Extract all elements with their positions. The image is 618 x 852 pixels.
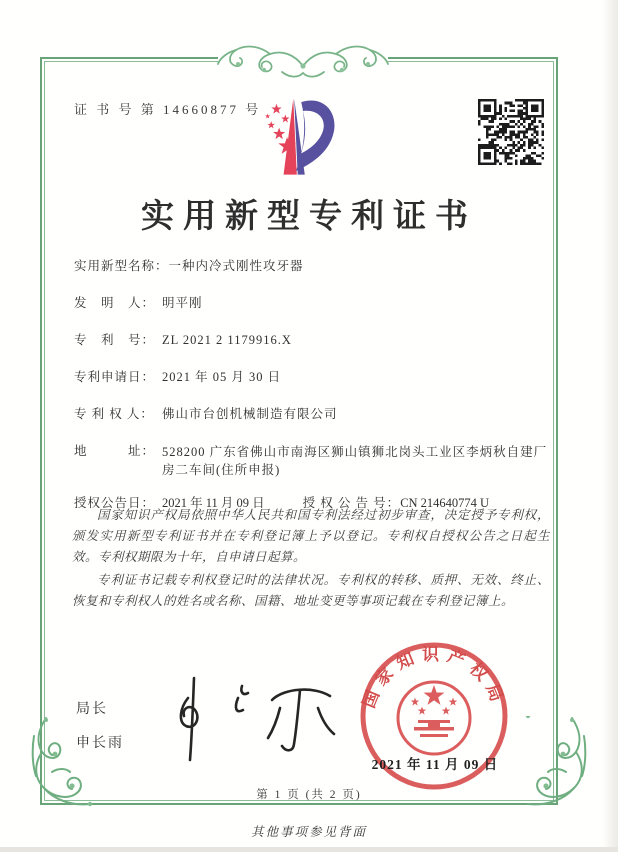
field-value: 2021 年 11 月 09 日 — [162, 496, 265, 510]
qr-code — [478, 99, 544, 165]
seal-agency-text: 国家知识产权局 — [359, 645, 509, 711]
field-value: 2021 年 05 月 30 日 — [162, 370, 282, 384]
scan-edge-bottom — [0, 847, 618, 852]
page-number: 第 1 页 (共 2 页) — [256, 789, 362, 801]
signature-block — [76, 698, 124, 752]
field-value: 明平刚 — [162, 296, 203, 310]
field-value: 佛山市台创机械制造有限公司 — [162, 407, 338, 421]
field-label: 授 权 公 告 号： — [302, 496, 401, 510]
field-value: 一种内冷式刚性攻牙器 — [168, 259, 304, 273]
field-filing-date — [74, 369, 548, 386]
handwritten-signature — [168, 664, 344, 772]
certificate-number: 证 书 号 第 14660877 号 — [74, 102, 262, 117]
cnipa-p-logo-icon — [250, 90, 356, 192]
field-value: 528200 广东省佛山市南海区狮山镇狮北岗头工业区李炳秋自建厂房二车间(住所申报) — [162, 445, 548, 477]
field-label: 实用新型名称： — [74, 259, 169, 273]
legal-text — [72, 505, 550, 614]
scan-edge-right — [602, 0, 618, 852]
field-label: 专 利 权 人： — [74, 407, 154, 421]
back-side-note: 其他事项参见背面 — [250, 825, 367, 839]
seal-date: 2021 年 11 月 09 日 — [371, 757, 499, 772]
legal-paragraph-1: 国家知识产权局依照中华人民共和国专利法经过初步审查，决定授予专利权，颁发实用新型专利证书并在专利登记簿上予以登记。专利权自授权公告之日起生效。专利权期限为十年，自申请日起算。 — [72, 508, 550, 564]
field-value: ZL 2021 2 1179916.X — [162, 333, 292, 347]
certificate-title: 实用新型专利证书 — [141, 199, 477, 235]
field-label: 地 址： — [74, 444, 156, 458]
field-value: CN 214640774 U — [400, 496, 490, 510]
field-patentee — [74, 406, 548, 423]
field-label: 专 利 号： — [74, 333, 156, 347]
certificate-fields — [74, 258, 548, 512]
green-scroll-ornament-top — [212, 40, 394, 86]
field-utility-model-name — [74, 258, 548, 275]
svg-text:国家知识产权局 — [359, 645, 509, 711]
field-label: 授权公告日： — [74, 496, 156, 510]
field-inventor — [74, 295, 548, 312]
commissioner-name: 申长雨 — [76, 736, 124, 751]
commissioner-title: 局长 — [76, 702, 108, 717]
field-patent-number — [74, 332, 548, 349]
field-label: 发 明 人： — [74, 296, 156, 310]
field-label: 专利申请日： — [74, 370, 156, 384]
field-address — [74, 443, 548, 479]
legal-paragraph-2: 专利证书记载专利权登记时的法律状况。专利权的转移、质押、无效、终止、恢复和专利权人的姓名或名称、国籍、地址变更等事项记载在专利登记簿上。 — [72, 573, 550, 608]
